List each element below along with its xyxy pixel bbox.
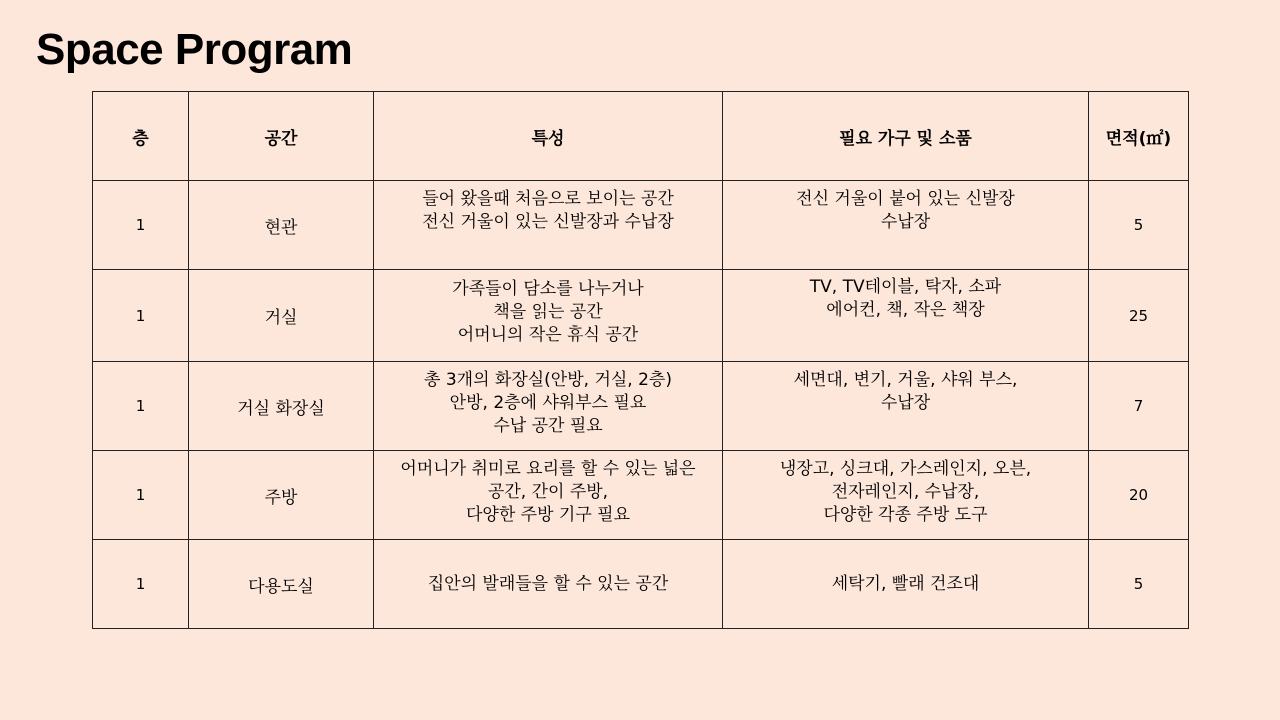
slide-title: Space Program xyxy=(36,25,353,74)
cell-space: 현관 xyxy=(189,181,374,270)
feature-line: 집안의 발래들을 할 수 있는 공간 xyxy=(427,573,669,594)
cell-features xyxy=(374,540,723,629)
cell-floor: 1 xyxy=(93,451,189,540)
cell-space: 거실 xyxy=(189,270,374,362)
cell-area: 5 xyxy=(1089,181,1189,270)
cell-furniture xyxy=(723,362,1089,451)
header-floor: 층 xyxy=(93,92,189,181)
furniture-line: 전자레인지, 수납장, xyxy=(831,481,980,502)
cell-features xyxy=(374,181,723,270)
feature-line: 어머니의 작은 휴식 공간 xyxy=(457,325,639,345)
table-row xyxy=(93,181,1189,270)
table-row xyxy=(93,270,1189,362)
furniture-line: 세면대, 변기, 거울, 샤워 부스, xyxy=(793,370,1018,390)
feature-line: 총 3개의 화장실(안방, 거실, 2층) xyxy=(424,369,672,390)
cell-space: 주방 xyxy=(189,451,374,540)
feature-line: 책을 읽는 공간 xyxy=(493,302,603,322)
feature-line: 다양한 주방 기구 필요 xyxy=(465,504,630,525)
feature-line: 전신 거울이 있는 신발장과 수납장 xyxy=(422,212,674,232)
furniture-line: 에어컨, 책, 작은 책장 xyxy=(826,299,985,320)
cell-floor: 1 xyxy=(93,540,189,629)
header-furniture: 필요 가구 및 소품 xyxy=(723,92,1089,181)
cell-floor: 1 xyxy=(93,270,189,362)
table-header-row xyxy=(93,92,1189,181)
cell-furniture xyxy=(723,181,1089,270)
cell-furniture xyxy=(723,451,1089,540)
table-row xyxy=(93,451,1189,540)
cell-area: 7 xyxy=(1089,362,1189,451)
space-program-table xyxy=(92,91,1189,629)
furniture-line: TV, TV테이블, 탁자, 소파 xyxy=(809,276,1002,297)
feature-line: 수납 공간 필요 xyxy=(493,415,603,436)
cell-area: 25 xyxy=(1089,270,1189,362)
feature-line: 공간, 간이 주방, xyxy=(487,481,609,502)
furniture-line: 세탁기, 빨래 건조대 xyxy=(831,573,980,594)
cell-features xyxy=(374,362,723,451)
cell-floor: 1 xyxy=(93,362,189,451)
table-row xyxy=(93,362,1189,451)
cell-area: 20 xyxy=(1089,451,1189,540)
feature-line: 어머니가 취미로 요리를 할 수 있는 넓은 xyxy=(400,458,696,479)
feature-line: 안방, 2층에 샤워부스 필요 xyxy=(449,392,647,413)
cell-features xyxy=(374,270,723,362)
header-area: 면적(㎡) xyxy=(1089,92,1189,181)
header-space: 공간 xyxy=(189,92,374,181)
cell-space: 다용도실 xyxy=(189,540,374,629)
cell-furniture xyxy=(723,270,1089,362)
cell-furniture xyxy=(723,540,1089,629)
furniture-line: 전신 거울이 붙어 있는 신발장 xyxy=(796,189,1015,209)
table-row xyxy=(93,540,1189,629)
furniture-line: 수납장 xyxy=(880,212,931,232)
furniture-line: 냉장고, 싱크대, 가스레인지, 오븐, xyxy=(779,458,1032,479)
cell-features xyxy=(374,451,723,540)
header-features: 특성 xyxy=(374,92,723,181)
feature-line: 들어 왔을때 처음으로 보이는 공간 xyxy=(422,189,674,209)
cell-area: 5 xyxy=(1089,540,1189,629)
cell-space: 거실 화장실 xyxy=(189,362,374,451)
furniture-line: 수납장 xyxy=(880,393,931,413)
feature-line: 가족들이 담소를 나누거나 xyxy=(452,279,644,299)
furniture-line: 다양한 각종 주방 도구 xyxy=(823,504,988,525)
cell-floor: 1 xyxy=(93,181,189,270)
